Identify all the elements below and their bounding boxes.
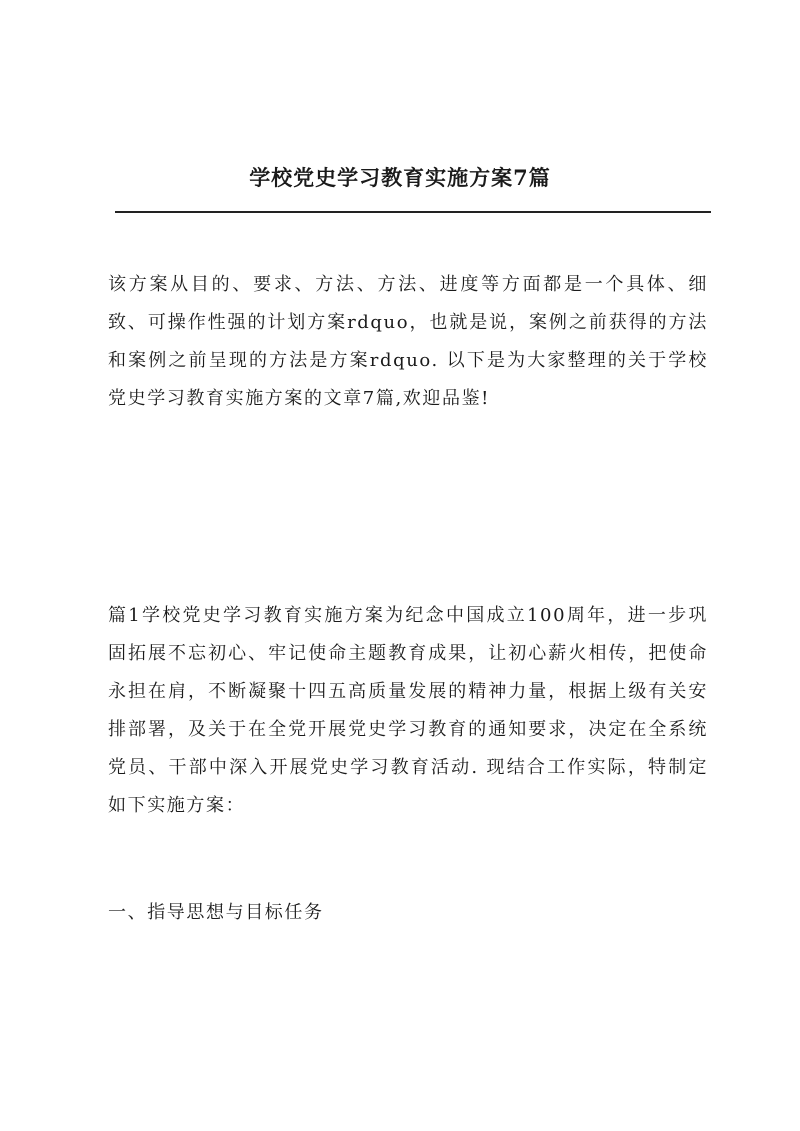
document-title: 学校党史学习教育实施方案7篇 — [249, 165, 551, 190]
title-underline — [115, 211, 711, 213]
section-1-paragraph: 篇1学校党史学习教育实施方案为纪念中国成立100周年，进一步巩固拓展不忘初心、牢记使命主题教育成果，让初心薪火相传，把使命永担在肩，不断凝聚十四五高质量发展的精神力量，根据上级有关安排部署，及关于在全党开展党史学习教育的通知要求，决定在全系统党员、干部中深入开展党史学习教育活动. 现结合工作实际，特制定如下实施方案： — [108, 605, 708, 816]
intro-paragraph: 该方案从目的、要求、方法、方法、进度等方面都是一个具体、细致、可操作性强的计划方案rdquo，也就是说，案例之前获得的方法和案例之前呈现的方法是方案rdquo. 以下是为大家整理的关于学校党史学习教育实施方案的文章7篇,欢迎品鉴! — [108, 274, 708, 409]
section-heading-guiding-ideology: 一、指导思想与目标任务 — [108, 902, 324, 923]
